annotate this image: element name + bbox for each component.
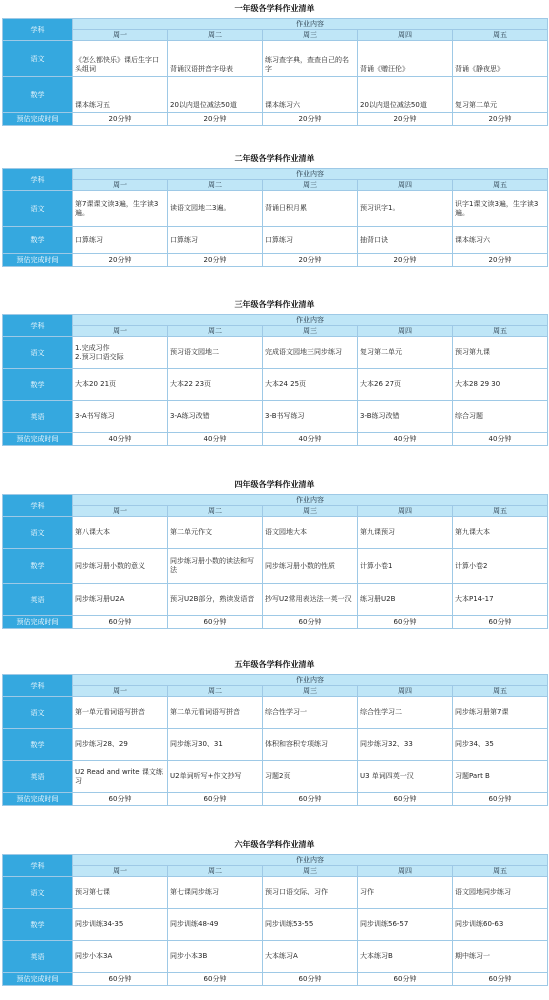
task-cell: 口算练习 <box>168 227 263 254</box>
subject-label: 数学 <box>3 77 73 113</box>
task-cell: 计算小卷2 <box>453 549 548 584</box>
task-cell: 读语文园地二3遍。 <box>168 191 263 227</box>
estimate-value: 20分钟 <box>453 113 548 126</box>
task-cell: 大本22 23页 <box>168 369 263 401</box>
day-header: 周三 <box>263 30 358 41</box>
day-header-row <box>3 30 548 41</box>
estimate-value: 20分钟 <box>358 254 453 267</box>
day-header: 周五 <box>453 180 548 191</box>
task-cell: 大本练习B <box>358 941 453 973</box>
subject-label: 语文 <box>3 191 73 227</box>
subject-row <box>3 729 548 761</box>
task-cell: 预习口语交际、习作 <box>263 877 358 909</box>
content-header: 作业内容 <box>73 675 548 686</box>
task-cell: 3-B练习改错 <box>358 401 453 433</box>
subject-label: 英语 <box>3 401 73 433</box>
subject-column-header: 学科 <box>3 315 73 337</box>
estimate-value: 20分钟 <box>453 254 548 267</box>
task-cell: 综合性学习二 <box>358 697 453 729</box>
task-cell: 同步练习册第7课 <box>453 697 548 729</box>
subject-row <box>3 549 548 584</box>
task-cell: 背诵汉语拼音字母表 <box>168 41 263 77</box>
task-cell: U2 Read and write 课文练习 <box>73 761 168 793</box>
task-cell: 复习第二单元 <box>453 77 548 113</box>
task-cell: 同步训练56-57 <box>358 909 453 941</box>
task-cell: 习作 <box>358 877 453 909</box>
header-row <box>3 675 548 686</box>
grade-title: 三年级各学科作业清单 <box>234 300 315 309</box>
day-header: 周五 <box>453 686 548 697</box>
task-cell: 第八课大本 <box>73 517 168 549</box>
grade-title: 一年级各学科作业清单 <box>234 4 315 13</box>
task-cell: 综合习题 <box>453 401 548 433</box>
task-cell: 大本20 21页 <box>73 369 168 401</box>
day-header: 周四 <box>358 506 453 517</box>
task-cell: 期中练习一 <box>453 941 548 973</box>
task-cell: 同步练习册小数的意义 <box>73 549 168 584</box>
task-cell: 复习第二单元 <box>358 337 453 369</box>
day-header: 周四 <box>358 180 453 191</box>
task-cell: 预习第七课 <box>73 877 168 909</box>
subject-row <box>3 941 548 973</box>
subject-label: 语文 <box>3 517 73 549</box>
estimate-label: 预估完成时间 <box>3 616 73 629</box>
day-header: 周四 <box>358 866 453 877</box>
task-cell: 第二单元作文 <box>168 517 263 549</box>
task-cell: 预习识字1。 <box>358 191 453 227</box>
estimate-row <box>3 433 548 446</box>
subject-row <box>3 401 548 433</box>
task-cell: 同步练习32、33 <box>358 729 453 761</box>
grade-title: 二年级各学科作业清单 <box>234 154 315 163</box>
day-header: 周二 <box>168 180 263 191</box>
content-header: 作业内容 <box>73 495 548 506</box>
estimate-value: 60分钟 <box>263 616 358 629</box>
task-cell: 同步训练48-49 <box>168 909 263 941</box>
subject-row <box>3 191 548 227</box>
content-header: 作业内容 <box>73 855 548 866</box>
task-cell: 完成语文园地三同步练习 <box>263 337 358 369</box>
subject-label: 数学 <box>3 549 73 584</box>
task-cell: 大本P14-17 <box>453 584 548 616</box>
subject-row <box>3 584 548 616</box>
subject-label: 数学 <box>3 369 73 401</box>
estimate-row <box>3 793 548 806</box>
subject-label: 英语 <box>3 941 73 973</box>
estimate-value: 60分钟 <box>453 616 548 629</box>
estimate-value: 60分钟 <box>358 973 453 986</box>
day-header: 周三 <box>263 866 358 877</box>
subject-row <box>3 369 548 401</box>
subject-row <box>3 761 548 793</box>
task-cell: 抽背口诀 <box>358 227 453 254</box>
task-cell: 计算小卷1 <box>358 549 453 584</box>
task-cell: 课本练习五 <box>73 77 168 113</box>
task-cell: U3 单词四英一汉 <box>358 761 453 793</box>
day-header: 周一 <box>73 326 168 337</box>
subject-label: 数学 <box>3 729 73 761</box>
task-cell: 第一单元看词语写拼音 <box>73 697 168 729</box>
task-cell: 预习第九课 <box>453 337 548 369</box>
task-cell: 大本24 25页 <box>263 369 358 401</box>
task-cell: 《怎么都快乐》课后生字口头组词 <box>73 41 168 77</box>
header-row <box>3 315 548 326</box>
task-cell: 20以内退位减法50道 <box>168 77 263 113</box>
task-cell: 同步训练60-63 <box>453 909 548 941</box>
estimate-value: 20分钟 <box>358 113 453 126</box>
estimate-label: 预估完成时间 <box>3 113 73 126</box>
header-row <box>3 19 548 30</box>
task-cell: 预习语文园地二 <box>168 337 263 369</box>
estimate-value: 60分钟 <box>453 793 548 806</box>
task-cell: 同步练习册小数的读法和写法 <box>168 549 263 584</box>
task-cell: 大本练习A <box>263 941 358 973</box>
day-header: 周三 <box>263 686 358 697</box>
task-cell: 语文园地同步练习 <box>453 877 548 909</box>
estimate-label: 预估完成时间 <box>3 973 73 986</box>
homework-table <box>2 314 548 446</box>
task-cell: 第7课课文读3遍，生字读3遍。 <box>73 191 168 227</box>
estimate-value: 40分钟 <box>73 433 168 446</box>
subject-row <box>3 909 548 941</box>
subject-column-header: 学科 <box>3 169 73 191</box>
content-header: 作业内容 <box>73 315 548 326</box>
day-header-row <box>3 506 548 517</box>
task-cell: 口算练习 <box>73 227 168 254</box>
estimate-value: 60分钟 <box>263 973 358 986</box>
task-cell: 同步训练53-55 <box>263 909 358 941</box>
estimate-value: 60分钟 <box>168 973 263 986</box>
estimate-value: 60分钟 <box>358 616 453 629</box>
header-row <box>3 855 548 866</box>
subject-label: 英语 <box>3 584 73 616</box>
estimate-row <box>3 973 548 986</box>
subject-label: 语文 <box>3 697 73 729</box>
day-header: 周三 <box>263 326 358 337</box>
task-cell: 预习U2B部分，熟读发语音 <box>168 584 263 616</box>
day-header: 周二 <box>168 326 263 337</box>
estimate-label: 预估完成时间 <box>3 433 73 446</box>
task-cell: 口算练习 <box>263 227 358 254</box>
task-cell: U2单词听写+作文抄写 <box>168 761 263 793</box>
subject-label: 语文 <box>3 877 73 909</box>
subject-row <box>3 877 548 909</box>
estimate-value: 20分钟 <box>168 254 263 267</box>
grade-title: 六年级各学科作业清单 <box>234 840 315 849</box>
subject-row <box>3 517 548 549</box>
subject-row <box>3 697 548 729</box>
subject-row <box>3 41 548 77</box>
day-header-row <box>3 326 548 337</box>
estimate-label: 预估完成时间 <box>3 793 73 806</box>
task-cell: 同步训练34-35 <box>73 909 168 941</box>
day-header: 周二 <box>168 30 263 41</box>
day-header-row <box>3 686 548 697</box>
subject-label: 语文 <box>3 337 73 369</box>
task-cell: 3-A练习改错 <box>168 401 263 433</box>
task-cell: 习题Part B <box>453 761 548 793</box>
estimate-value: 40分钟 <box>168 433 263 446</box>
task-cell: 综合性学习一 <box>263 697 358 729</box>
estimate-value: 60分钟 <box>73 793 168 806</box>
task-cell: 同步练习册U2A <box>73 584 168 616</box>
task-cell: 练习册U2B <box>358 584 453 616</box>
task-cell: 大本26 27页 <box>358 369 453 401</box>
task-cell: 抄写U2常用表达法一英一汉 <box>263 584 358 616</box>
homework-table <box>2 168 548 267</box>
task-cell: 同步练习28、29 <box>73 729 168 761</box>
day-header: 周五 <box>453 866 548 877</box>
task-cell: 20以内退位减法50道 <box>358 77 453 113</box>
estimate-value: 60分钟 <box>73 616 168 629</box>
subject-column-header: 学科 <box>3 675 73 697</box>
day-header: 周四 <box>358 686 453 697</box>
homework-table <box>2 674 548 806</box>
task-cell: 体积和容积专项练习 <box>263 729 358 761</box>
task-cell: 练习查字典，查查自己的名字 <box>263 41 358 77</box>
subject-column-header: 学科 <box>3 855 73 877</box>
estimate-value: 60分钟 <box>168 793 263 806</box>
day-header: 周三 <box>263 180 358 191</box>
day-header: 周一 <box>73 506 168 517</box>
estimate-value: 20分钟 <box>168 113 263 126</box>
estimate-row <box>3 616 548 629</box>
estimate-value: 60分钟 <box>358 793 453 806</box>
subject-row <box>3 337 548 369</box>
header-row <box>3 495 548 506</box>
task-cell: 3-B书写练习 <box>263 401 358 433</box>
task-cell: 1.完成习作 2.预习口语交际 <box>73 337 168 369</box>
homework-table <box>2 18 548 126</box>
day-header: 周五 <box>453 506 548 517</box>
task-cell: 课本练习六 <box>263 77 358 113</box>
day-header: 周五 <box>453 30 548 41</box>
subject-column-header: 学科 <box>3 495 73 517</box>
estimate-value: 20分钟 <box>73 113 168 126</box>
day-header: 周一 <box>73 866 168 877</box>
task-cell: 背诵日积月累 <box>263 191 358 227</box>
estimate-value: 60分钟 <box>263 793 358 806</box>
subject-label: 数学 <box>3 909 73 941</box>
estimate-value: 20分钟 <box>263 254 358 267</box>
task-cell: 第九课大本 <box>453 517 548 549</box>
content-header: 作业内容 <box>73 169 548 180</box>
task-cell: 第九课预习 <box>358 517 453 549</box>
estimate-value: 60分钟 <box>453 973 548 986</box>
day-header-row <box>3 866 548 877</box>
homework-table <box>2 854 548 986</box>
task-cell: 背诵《赠汪伦》 <box>358 41 453 77</box>
day-header: 周四 <box>358 30 453 41</box>
estimate-row <box>3 254 548 267</box>
content-header: 作业内容 <box>73 19 548 30</box>
task-cell: 第二单元看词语写拼音 <box>168 697 263 729</box>
subject-label: 数学 <box>3 227 73 254</box>
day-header: 周四 <box>358 326 453 337</box>
day-header: 周一 <box>73 30 168 41</box>
homework-table <box>2 494 548 629</box>
day-header: 周一 <box>73 180 168 191</box>
task-cell: 识字1课文读3遍，生字读3遍。 <box>453 191 548 227</box>
task-cell: 同步34、35 <box>453 729 548 761</box>
task-cell: 语文园地大本 <box>263 517 358 549</box>
day-header: 周五 <box>453 326 548 337</box>
day-header: 周三 <box>263 506 358 517</box>
task-cell: 第七课同步练习 <box>168 877 263 909</box>
task-cell: 习题2页 <box>263 761 358 793</box>
task-cell: 背诵《静夜思》 <box>453 41 548 77</box>
subject-row <box>3 227 548 254</box>
estimate-value: 60分钟 <box>168 616 263 629</box>
estimate-label: 预估完成时间 <box>3 254 73 267</box>
estimate-value: 20分钟 <box>73 254 168 267</box>
estimate-row <box>3 113 548 126</box>
subject-column-header: 学科 <box>3 19 73 41</box>
grade-title: 四年级各学科作业清单 <box>234 480 315 489</box>
task-cell: 大本28 29 30 <box>453 369 548 401</box>
estimate-value: 40分钟 <box>263 433 358 446</box>
task-cell: 同步小本3B <box>168 941 263 973</box>
day-header-row <box>3 180 548 191</box>
estimate-value: 60分钟 <box>73 973 168 986</box>
day-header: 周一 <box>73 686 168 697</box>
estimate-value: 40分钟 <box>358 433 453 446</box>
subject-row <box>3 77 548 113</box>
estimate-value: 40分钟 <box>453 433 548 446</box>
task-cell: 课本练习六 <box>453 227 548 254</box>
task-cell: 同步小本3A <box>73 941 168 973</box>
task-cell: 3-A书写练习 <box>73 401 168 433</box>
subject-label: 语文 <box>3 41 73 77</box>
estimate-value: 20分钟 <box>263 113 358 126</box>
grade-title: 五年级各学科作业清单 <box>234 660 315 669</box>
task-cell: 同步练习册小数的性质 <box>263 549 358 584</box>
task-cell: 同步练习30、31 <box>168 729 263 761</box>
day-header: 周二 <box>168 506 263 517</box>
day-header: 周二 <box>168 686 263 697</box>
subject-label: 英语 <box>3 761 73 793</box>
header-row <box>3 169 548 180</box>
day-header: 周二 <box>168 866 263 877</box>
